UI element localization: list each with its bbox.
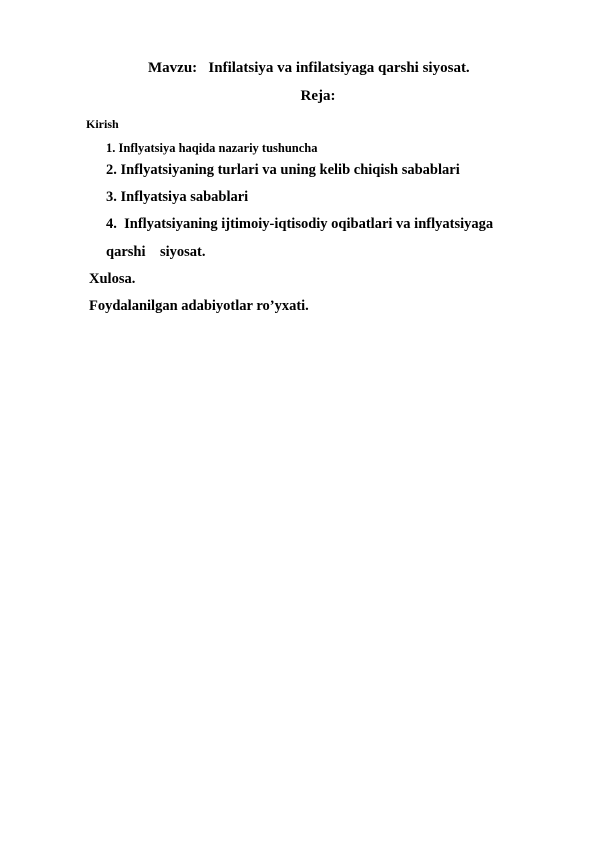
plan-heading: Reja: bbox=[300, 88, 336, 104]
references-heading: Foydalanilgan adabiyotlar ro’yxati. bbox=[89, 298, 309, 314]
plan-item-2: 2. Inflyatsiyaning turlari va uning kelib chiqish sabablari bbox=[106, 162, 460, 178]
plan-item-4-continuation: qarshi siyosat. bbox=[106, 244, 206, 260]
plan-item-4: 4. Inflyatsiyaning ijtimoiy-iqtisodiy oqibatlari va inflyatsiyaga bbox=[106, 216, 494, 232]
conclusion-heading: Xulosa. bbox=[89, 271, 136, 287]
plan-item-1: 1. Inflyatsiya haqida nazariy tushuncha bbox=[106, 141, 318, 155]
intro-heading: Kirish bbox=[86, 117, 119, 131]
plan-item-3: 3. Inflyatsiya sabablari bbox=[106, 189, 249, 205]
topic-title: Mavzu: Infilatsiya va infilatsiyaga qarshi siyosat. bbox=[148, 60, 470, 76]
